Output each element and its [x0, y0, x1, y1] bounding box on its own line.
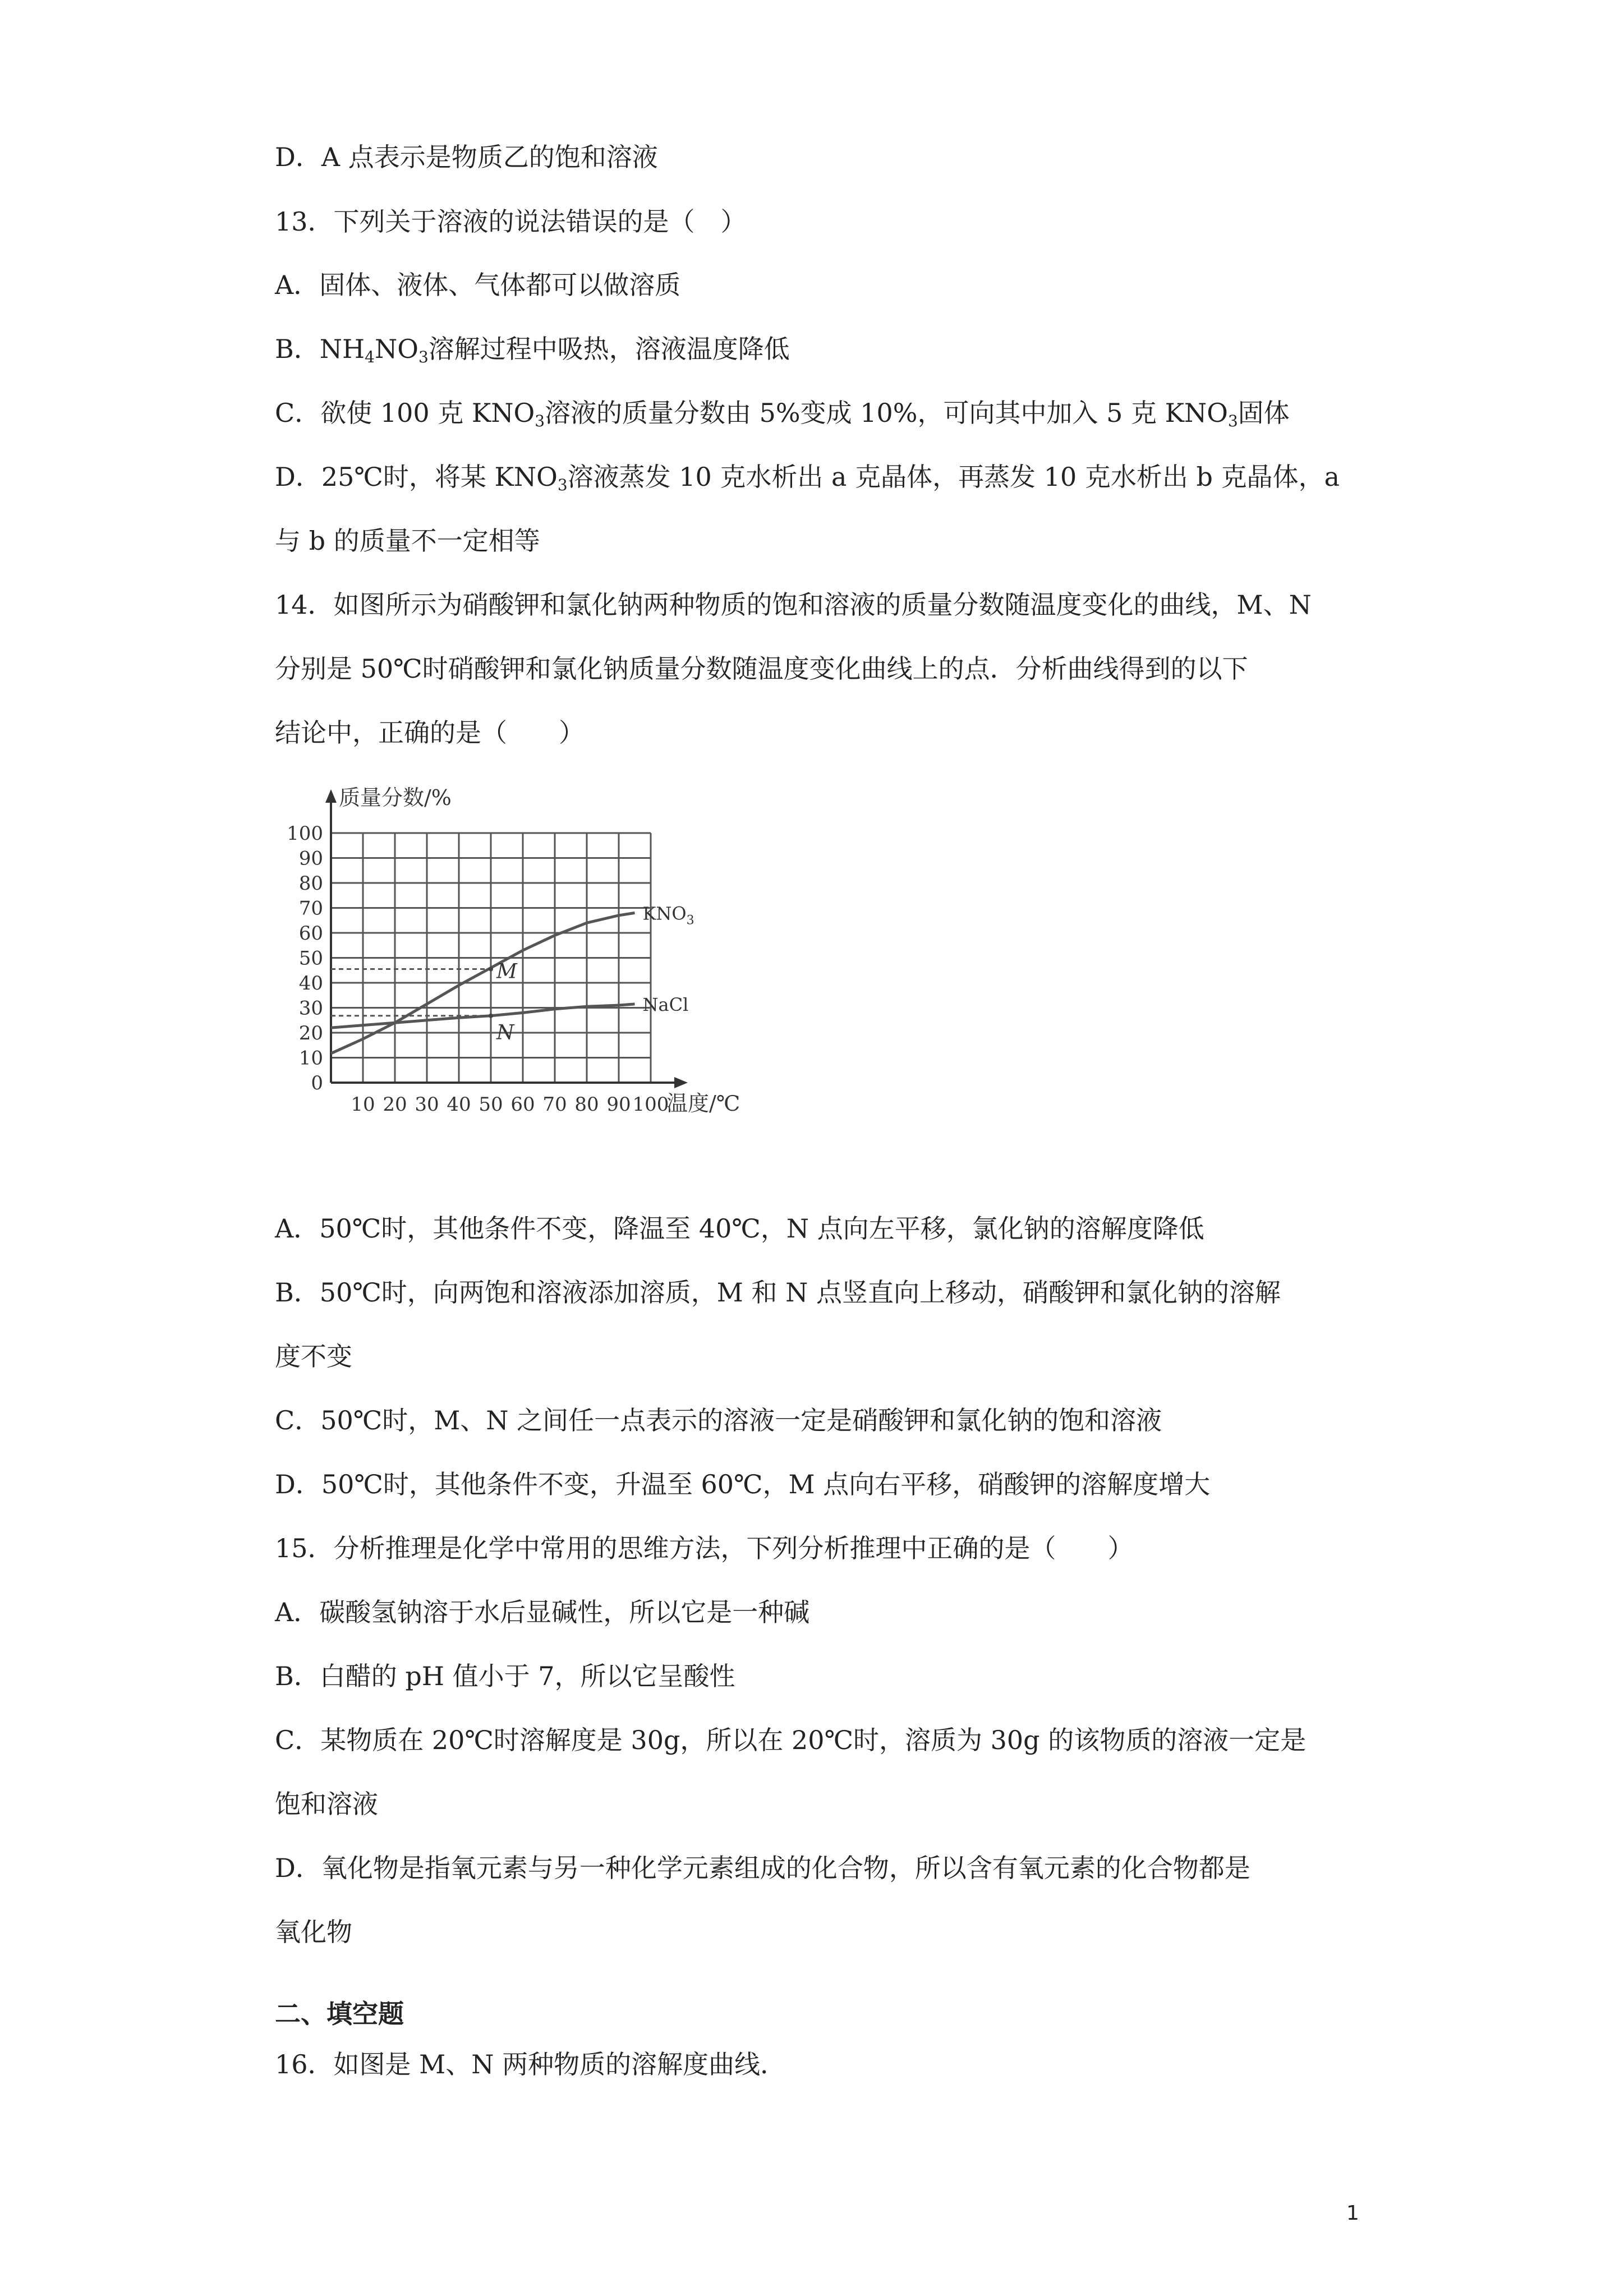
- q15-option-c-cont: 饱和溶液: [275, 1789, 378, 1819]
- y-axis-label: 质量分数/%: [339, 785, 452, 810]
- q14-stem-line3: 结论中，正确的是（ ）: [275, 717, 585, 748]
- x-tick-label: 20: [383, 1093, 407, 1116]
- chart-labels: [339, 785, 740, 1116]
- y-tick-label: 60: [298, 922, 323, 945]
- q15-stem: 15．分析推理是化学中常用的思维方法，下列分析推理中正确的是（ ）: [275, 1533, 1134, 1563]
- y-tick-label: 0: [311, 1072, 323, 1094]
- q14-stem-line1: 14．如图所示为硝酸钾和氯化钠两种物质的饱和溶液的质量分数随温度变化的曲线，M、N: [275, 590, 1312, 620]
- point-m: [489, 967, 493, 972]
- y-tick-label: 70: [298, 897, 323, 920]
- y-tick-label: 30: [298, 997, 323, 1020]
- q13-option-a: A．固体、液体、气体都可以做溶质: [275, 270, 681, 300]
- x-tick-label: 30: [415, 1093, 439, 1116]
- q14-stem-line2: 分别是 50℃时硝酸钾和氯化钠质量分数随温度变化曲线上的点．分析曲线得到的以下: [275, 654, 1248, 684]
- point-label-n: N: [496, 1021, 514, 1045]
- page-number: 1: [1346, 2202, 1359, 2225]
- y-axis-arrow-icon: [325, 789, 337, 803]
- x-tick-label: 50: [479, 1093, 503, 1116]
- y-tick-label: 100: [287, 822, 323, 845]
- q13-stem: 13．下列关于溶液的说法错误的是（ ）: [275, 206, 747, 237]
- q14-option-b-cont: 度不变: [275, 1341, 352, 1372]
- q16-stem: 16．如图是 M、N 两种物质的溶解度曲线．: [275, 2049, 786, 2079]
- x-tick-label: 80: [574, 1093, 599, 1116]
- chart-axes: [287, 789, 688, 1116]
- y-tick-label: 10: [298, 1047, 323, 1070]
- point-label-m: M: [496, 960, 517, 983]
- q15-option-d: D．氧化物是指氧元素与另一种化学元素组成的化合物，所以含有氧元素的化合物都是: [275, 1853, 1250, 1883]
- y-tick-label: 50: [298, 947, 323, 970]
- q13-option-d-cont: 与 b 的质量不一定相等: [275, 526, 540, 556]
- x-tick-label: 10: [351, 1093, 375, 1116]
- q13-option-b: B．$NH_4NO_3$溶解过程中吸热，溶液温度降低: [275, 334, 790, 366]
- x-tick-label: 70: [542, 1093, 567, 1116]
- y-tick-label: 90: [298, 847, 323, 870]
- x-axis-label: 温度/℃: [666, 1091, 740, 1116]
- q15-option-c: C．某物质在 20℃时溶解度是 30g，所以在 20℃时，溶质为 30g 的该物质的溶液一定是: [275, 1725, 1306, 1755]
- section-heading: 二、填空题: [275, 1999, 404, 2029]
- x-tick-label: 90: [606, 1093, 631, 1116]
- q12-option-d: D．A 点表示是物质乙的饱和溶液: [275, 142, 658, 172]
- q14-option-c: C．50℃时，M、N 之间任一点表示的溶液一定是硝酸钾和氯化钠的饱和溶液: [275, 1405, 1162, 1435]
- chart-grid: [331, 833, 651, 1083]
- x-tick-label: 40: [447, 1093, 471, 1116]
- y-tick-label: 20: [298, 1022, 323, 1045]
- q15-option-b: B．白醋的 pH 值小于 7，所以它呈酸性: [275, 1661, 735, 1691]
- q15-option-a: A．碳酸氢钠溶于水后显碱性，所以它是一种碱: [275, 1597, 810, 1627]
- q14-option-b: B．50℃时，向两饱和溶液添加溶质，M 和 N 点竖直向上移动，硝酸钾和氯化钠的溶解: [275, 1277, 1281, 1308]
- y-tick-label: 80: [298, 872, 323, 895]
- y-tick-label: 40: [298, 972, 323, 995]
- x-axis-arrow-icon: [674, 1077, 688, 1088]
- q14-option-d: D．50℃时，其他条件不变，升温至 60℃，M 点向右平移，硝酸钾的溶解度增大: [275, 1469, 1211, 1499]
- point-n: [489, 1014, 493, 1018]
- series-label-kno3: $KNO_3$: [642, 903, 694, 928]
- q15-option-d-cont: 氧化物: [275, 1917, 352, 1947]
- mass-fraction-chart: [275, 777, 780, 1147]
- q13-option-c: C．欲使 100 克 $KNO_3$溶液的质量分数由 5%变成 10%，可向其中加入 5 克 $KNO_3$固体: [275, 398, 1290, 430]
- q14-option-a: A．50℃时，其他条件不变，降温至 40℃，N 点向左平移，氯化钠的溶解度降低: [275, 1213, 1204, 1244]
- x-tick-label: 60: [510, 1093, 535, 1116]
- series-label-nacl: NaCl: [642, 993, 689, 1015]
- x-tick-label: 100: [632, 1093, 669, 1116]
- q13-option-d: D．25℃时，将某 $KNO_3$溶液蒸发 10 克水析出 a 克晶体，再蒸发 10 克水析出 b 克晶体，a: [275, 462, 1340, 494]
